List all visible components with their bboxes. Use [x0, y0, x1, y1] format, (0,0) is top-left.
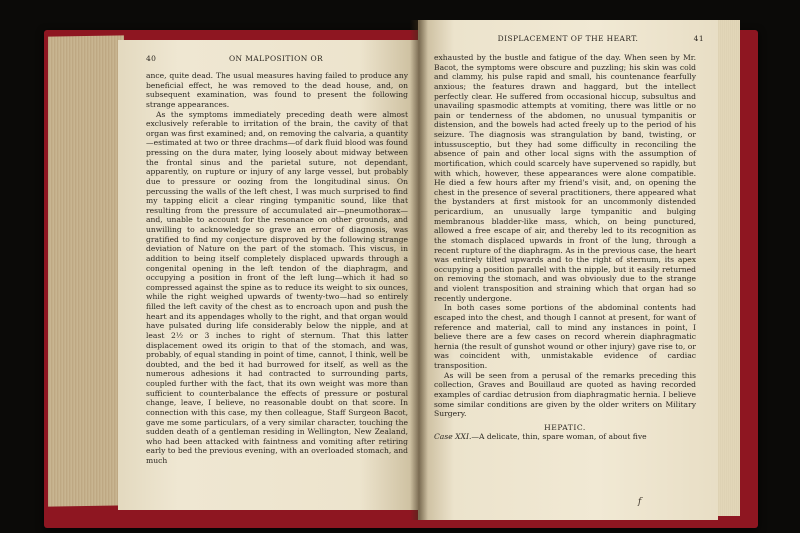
case-line [434, 432, 696, 442]
left-page-number: 40 [146, 54, 157, 63]
left-page [118, 40, 420, 510]
right-paragraph-1: exhausted by the bustle and fatigue of the day. When seen by Mr. Bacot, the symptoms were obscure and puzzling; his skin was cold and clammy, his pulse rapid and small, his countenance fearfully anxious; the features drawn and haggard, but the intellect perfectly clear. He suffered from occasional hiccup, subsultus and unavailing spasmodic attempts at vomiting, there was little or no pain or tenderness of the abdomen, no unusual tympanitis or distension, and the bowels had acted freely up to the period of his seizure. The diagnosis was strangulation by band, twisting, or intussusceptio, but they had some difficulty in reconciling the absence of pain and other local signs with the assumption of mortification, which could scarcely have supervened so rapidly, but with which, however, these appearances were alone compatible. He died a few hours after my friend's visit, and, on opening the chest in the presence of several practitioners, there appeared what the bystanders at first mistook for an uncommonly distended pericardium, an unusually large tympanitic and bulging membranous bladder-like mass, which, on being punctured, allowed a free escape of air, and thereby led to its recognition as the stomach displaced upwards in front of the lung, through a recent rupture of the diaphragm. As in the previous case, the heart was entirely tilted upwards and to the right of sternum, its apex occupying a position parallel with the nipple, but it easily returned on removing the stomach, and was obviously due to the strange and violent transposition and straining which that organ had so recently undergone. [434, 53, 696, 303]
book-gutter [410, 20, 428, 520]
right-page-number: 41 [693, 34, 704, 43]
case-label: Case XXI. [434, 432, 472, 442]
left-paragraph-2: As the symptoms immediately preceding death were almost exclusively referable to irritation of the brain, the cavity of that organ was first examined; and, on removing the calvaria, a quantity—estimated at two or three drachms—of dark fluid blood was found pressing on the dura mater, lying loosely about midway between the frontal sinus and the parietal suture, not dependant, apparently, on rupture or injury of any large vessel, but probably due to pressure or oozing from the longitudinal sinus. On percussing the walls of the left chest, I was much surprised to find my tapping elicit a clear ringing tympanitic sound, like that resulting from the pressure of accumulated air—pneumothorax—and, unable to account for the resonance on other grounds, and unwilling to acknowledge so grave an error of diagnosis, was gratified to find my conjecture disproved by the following strange deviation of Nature on the part of the stomach. This viscus, in addition to being itself completely displaced upwards through a congenital opening in the left tendon of the diaphragm, and occupying a position in front of the left lung—which it had so compressed against the spine as to reduce its weight to six ounces, while the right weighed upwards of twenty-two—had so entirely filled the left cavity of the chest as to encroach upon and push the heart and its appendages wholly to the right, and that organ would have pulsated during life considerably below the nipple, and at least 2½ or 3 inches to right of sternum. That this latter displacement owed its origin to that of the stomach, and was, probably, of equal standing in point of time, cannot, I think, well be doubted, and the bed it had burrowed for itself, as well as the numerous adhesions it had contracted to surrounding parts, coupled further with the fact, that its own weight was more than sufficient to counterbalance the effects of pressure or postural change, leave, I believe, no reasonable doubt on that score. In connection with this case, my then colleague, Staff Surgeon Bacot, gave me some particulars, of a very similar character, touching the sudden death of a gentleman residing in Wellington, New Zealand, who had been attacked with faintness and vomiting after retiring early to bed the previous evening, with an overloaded stomach, and much [146, 109, 408, 465]
section-heading: HEPATIC. [544, 422, 586, 432]
left-running-title: ON MALPOSITION OR [228, 54, 324, 63]
signature-mark: f [638, 497, 642, 507]
page-edges-left [48, 35, 124, 506]
left-paragraph-1: ance, quite dead. The usual measures having failed to produce any beneficial effect, he was removed to the dead house, and, on subsequent examination, was found to present the following strange appearances. [146, 71, 408, 109]
right-page [418, 20, 718, 520]
case-text: —A delicate, thin, spare woman, of about five [471, 432, 647, 442]
right-body-text [434, 53, 696, 442]
right-paragraph-2: In both cases some portions of the abdominal contents had escaped into the chest, and though I cannot at present, for want of reference and material, call to mind any instances in point, I believe there are a few cases on record wherein diaphragmatic hernia (the result of gunshot wound or other injury) gave rise to, or was coincident with, unmistakable evidence of cardiac transposition. [434, 303, 696, 370]
left-body-text [146, 71, 408, 466]
right-paragraph-3: As will be seen from a perusal of the remarks preceding this collection, Graves and Bouillaud are quoted as having recorded examples of cardiac detrusion from diaphragmatic hernia. I believe some similar conditions are given by the older writers on Military Surgery. [434, 370, 696, 419]
right-running-title: DISPLACEMENT OF THE HEART. [497, 34, 639, 43]
